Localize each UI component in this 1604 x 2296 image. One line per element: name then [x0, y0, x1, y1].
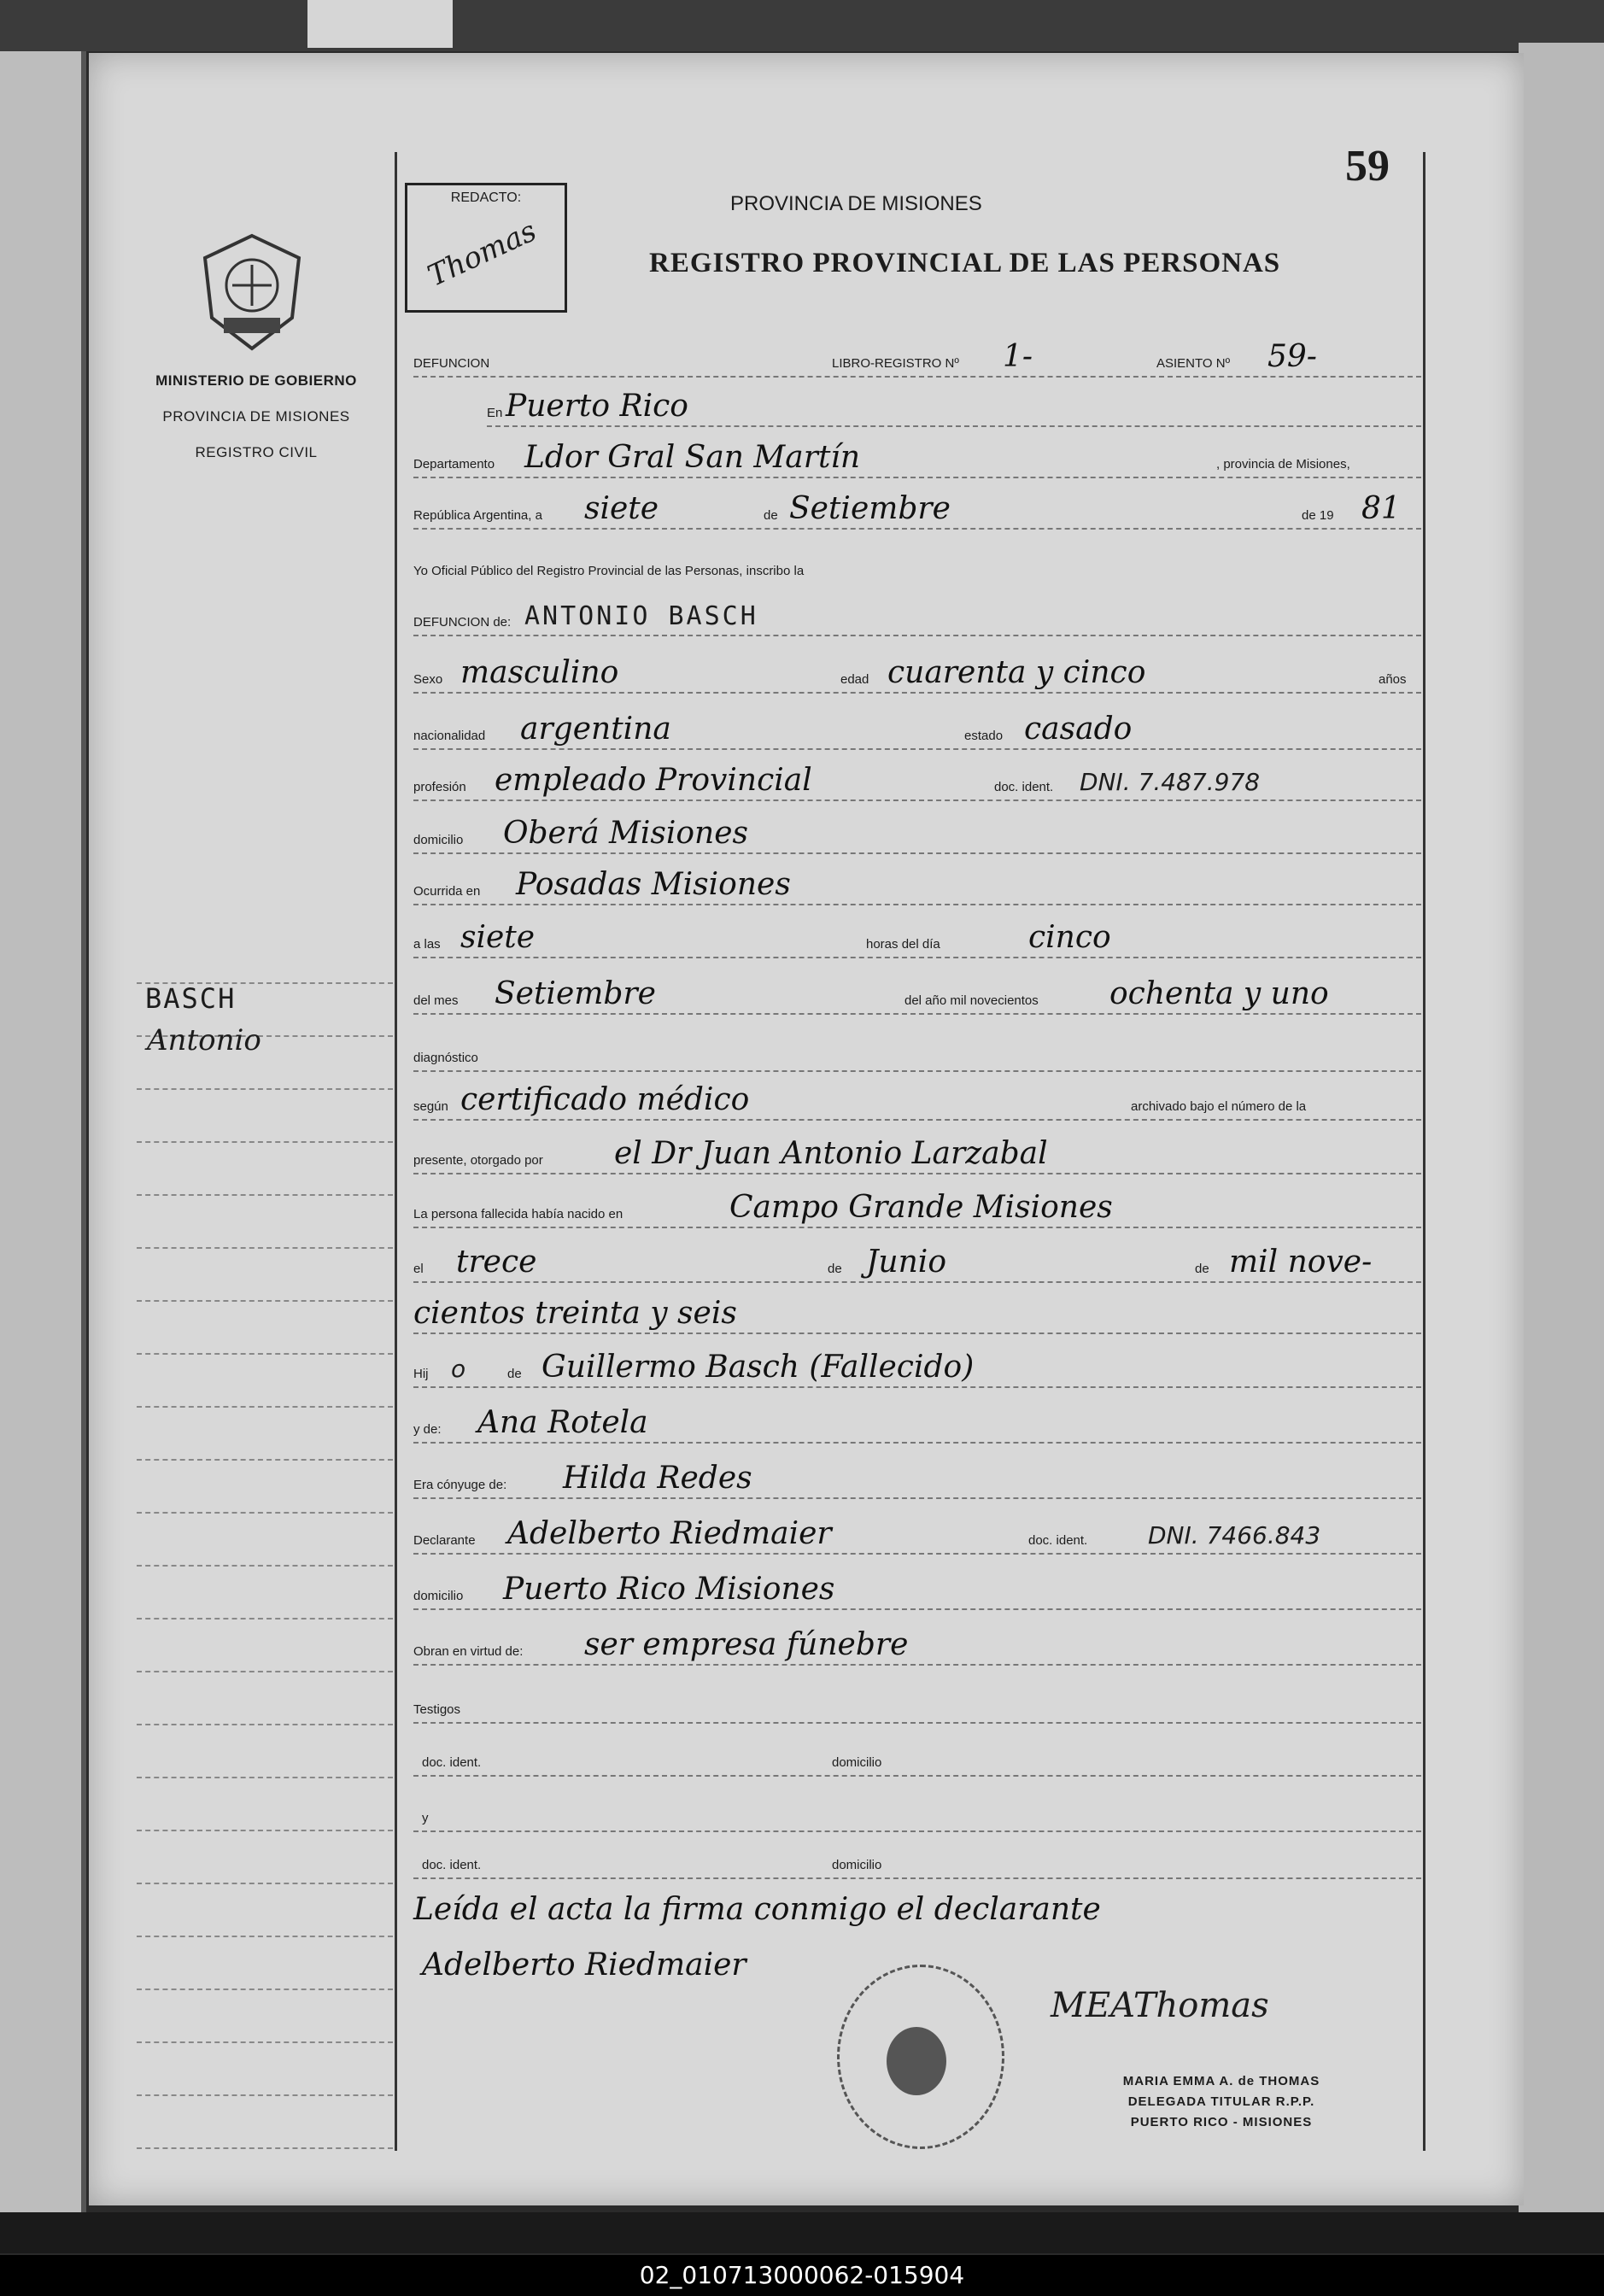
row-departamento: [413, 436, 1421, 478]
label-defuncion: DEFUNCION: [413, 356, 490, 371]
label-conyuge: Era cónyuge de:: [413, 1478, 507, 1492]
row-presente: [413, 1132, 1421, 1174]
margin-given-name: Antonio: [147, 1023, 261, 1057]
label-departamento: Departamento: [413, 457, 495, 472]
label-de-nac: de: [828, 1262, 842, 1276]
label-presente: presente, otorgado por: [413, 1153, 543, 1168]
redacto-signature: Thomas: [422, 214, 542, 294]
value-lugar: Puerto Rico: [506, 389, 688, 424]
label-y-de: y de:: [413, 1422, 442, 1437]
label-profesion: profesión: [413, 780, 466, 794]
label-horas: horas del día: [866, 937, 940, 952]
province-line: PROVINCIA DE MISIONES: [162, 408, 350, 425]
value-madre: Ana Rotela: [477, 1405, 648, 1440]
row-hora: [413, 916, 1421, 958]
value-hora: siete: [460, 920, 536, 955]
label-doc-ident: doc. ident.: [994, 780, 1054, 794]
value-cierre1: Leída el acta la firma conmigo el declarante: [413, 1892, 1101, 1927]
label-diagnostico: diagnóstico: [413, 1051, 478, 1065]
row-oficial: [413, 542, 1421, 583]
value-decl-doc: DNI. 7466.843: [1148, 1521, 1321, 1549]
officer-stamp: [1033, 2071, 1409, 2133]
label-domicilio: domicilio: [413, 833, 464, 847]
value-segun: certificado médico: [460, 1082, 750, 1117]
value-mes-fallec: Setiembre: [495, 976, 656, 1011]
label-decl-domicilio: domicilio: [413, 1589, 464, 1603]
label-ocurrida: Ocurrida en: [413, 884, 481, 899]
label-republica: República Argentina, a: [413, 508, 542, 523]
value-nacionalidad: argentina: [520, 712, 671, 747]
row-madre: [413, 1401, 1421, 1444]
label-segun: según: [413, 1099, 448, 1114]
value-padre: Guillermo Basch (Fallecido): [541, 1350, 975, 1385]
label-estado: estado: [964, 729, 1004, 743]
label-t1-doc: doc. ident.: [422, 1755, 482, 1770]
value-nac-dia: trece: [456, 1245, 537, 1280]
top-paper-strip: [307, 0, 453, 48]
value-nacido: Campo Grande Misiones: [729, 1190, 1113, 1225]
value-obran: ser empresa fúnebre: [584, 1627, 909, 1662]
value-estado: casado: [1024, 712, 1133, 747]
label-hijo: Hij: [413, 1367, 429, 1381]
row-padre: [413, 1345, 1421, 1388]
label-decl-doc: doc. ident.: [1028, 1533, 1088, 1548]
value-asiento: 59-: [1267, 339, 1317, 374]
ministry-line: MINISTERIO DE GOBIERNO: [155, 372, 357, 389]
label-del-mes: del mes: [413, 993, 459, 1008]
row-nacido: [413, 1186, 1421, 1228]
left-book-edge: [0, 51, 86, 2212]
value-sexo: masculino: [460, 655, 619, 690]
label-de-padre: de: [507, 1367, 522, 1381]
bottom-dark-border: [0, 2212, 1604, 2253]
crest-icon: [198, 232, 306, 352]
row-decl-domicilio: [413, 1567, 1421, 1610]
row-domicilio: [413, 811, 1421, 854]
label-a-las: a las: [413, 937, 441, 952]
label-edad: edad: [840, 672, 869, 687]
right-rule: [1423, 152, 1425, 2151]
value-dia: siete: [584, 491, 659, 526]
header-province: PROVINCIA DE MISIONES: [730, 192, 982, 215]
top-dark-border: [0, 0, 1604, 51]
header-title: REGISTRO PROVINCIAL DE LAS PERSONAS: [649, 248, 1281, 278]
officer-title: DELEGADA TITULAR R.P.P.: [1127, 2094, 1315, 2109]
officer-name: MARIA EMMA A. de THOMAS: [1122, 2074, 1320, 2088]
value-nac-ano2: cientos treinta y seis: [413, 1296, 737, 1331]
label-de: de: [764, 508, 778, 523]
row-segun: [413, 1078, 1421, 1121]
redacto-box: [405, 183, 567, 313]
row-obran: [413, 1623, 1421, 1666]
label-obran: Obran en virtud de:: [413, 1644, 524, 1659]
value-nac-ano1: mil nove-: [1229, 1245, 1373, 1280]
value-dia-fallec: cinco: [1028, 920, 1111, 955]
value-mes: Setiembre: [789, 491, 951, 526]
registry-line: REGISTRO CIVIL: [195, 444, 318, 460]
officer-signature: MEAThomas: [1051, 1986, 1269, 2025]
row-profesion: [413, 758, 1421, 801]
value-decl-domicilio: Puerto Rico Misiones: [503, 1572, 835, 1607]
row-testigo1: [413, 1734, 1421, 1777]
label-persona: La persona fallecida había nacido en: [413, 1207, 623, 1221]
label-nacionalidad: nacionalidad: [413, 729, 486, 743]
official-seal-icon: [837, 1965, 1004, 2149]
value-departamento: Ldor Gral San Martín: [524, 440, 861, 475]
value-cierre2: Adelberto Riedmaier: [422, 1948, 746, 1983]
row-nac-fecha: [413, 1240, 1421, 1283]
label-anos: años: [1379, 672, 1407, 687]
row-ocurrida: [413, 863, 1421, 905]
row-testigo2: [413, 1836, 1421, 1879]
row-diagnostico: [413, 1029, 1421, 1072]
label-provincia: , provincia de Misiones,: [1216, 457, 1350, 472]
margin-lines: [137, 931, 393, 2152]
label-t2-doc: doc. ident.: [422, 1858, 482, 1872]
label-de19: de 19: [1302, 508, 1334, 523]
page-number: 59: [1345, 142, 1390, 190]
label-de-ano: de: [1195, 1262, 1209, 1276]
value-profesion: empleado Provincial: [495, 763, 812, 798]
row-libro: [413, 335, 1421, 378]
label-el: el: [413, 1262, 424, 1276]
value-edad: cuarenta y cinco: [887, 655, 1146, 690]
label-ano-mil: del año mil novecientos: [904, 993, 1039, 1008]
label-declarante: Declarante: [413, 1533, 476, 1548]
value-ano: 81: [1361, 491, 1401, 526]
row-fecha: [413, 487, 1421, 530]
label-y: y: [422, 1811, 429, 1825]
label-oficial: Yo Oficial Público del Registro Provincial de las Personas, inscribo la: [413, 564, 805, 578]
row-sexo: [413, 651, 1421, 694]
value-conyuge: Hilda Redes: [563, 1461, 752, 1496]
label-en: En: [487, 406, 503, 420]
value-nac-mes: Junio: [866, 1245, 946, 1280]
ministry-block: [120, 363, 393, 471]
row-conyuge: [413, 1456, 1421, 1499]
label-t1-domicilio: domicilio: [832, 1755, 882, 1770]
label-defuncion-de: DEFUNCION de:: [413, 615, 512, 630]
row-testigos: [413, 1681, 1421, 1724]
row-nacionalidad: [413, 707, 1421, 750]
row-y: [413, 1789, 1421, 1832]
right-book-edge: [1519, 43, 1604, 2212]
image-caption: 02_010713000062-015904: [0, 2255, 1604, 2296]
redacto-label: REDACTO:: [450, 190, 522, 205]
left-rule: [395, 152, 397, 2151]
label-testigos: Testigos: [413, 1702, 461, 1717]
value-ano-fallec: ochenta y uno: [1109, 976, 1329, 1011]
officer-location: PUERTO RICO - MISIONES: [1130, 2115, 1313, 2129]
row-nombre: [413, 594, 1421, 636]
label-libro: LIBRO-REGISTRO Nº: [832, 356, 959, 371]
row-cierre1: [413, 1888, 1421, 1929]
margin-surname: BASCH: [145, 982, 237, 1015]
value-libro: 1-: [1003, 339, 1033, 374]
label-t2-domicilio: domicilio: [832, 1858, 882, 1872]
value-domicilio: Oberá Misiones: [503, 816, 748, 851]
row-mes-fallec: [413, 972, 1421, 1015]
value-ocurrida: Posadas Misiones: [516, 867, 791, 902]
label-archivado: archivado bajo el número de la: [1131, 1099, 1307, 1114]
value-otorgado: el Dr Juan Antonio Larzabal: [614, 1136, 1048, 1171]
label-asiento: ASIENTO Nº: [1156, 356, 1231, 371]
value-declarante: Adelberto Riedmaier: [507, 1516, 832, 1551]
row-en: [487, 384, 1421, 427]
row-declarante: [413, 1512, 1421, 1555]
row-nac-ano: [413, 1292, 1421, 1334]
value-hijo-sufijo: o: [451, 1355, 466, 1383]
label-sexo: Sexo: [413, 672, 443, 687]
value-doc: DNI. 7.487.978: [1080, 768, 1261, 796]
value-nombre: ANTONIO BASCH: [524, 601, 758, 631]
